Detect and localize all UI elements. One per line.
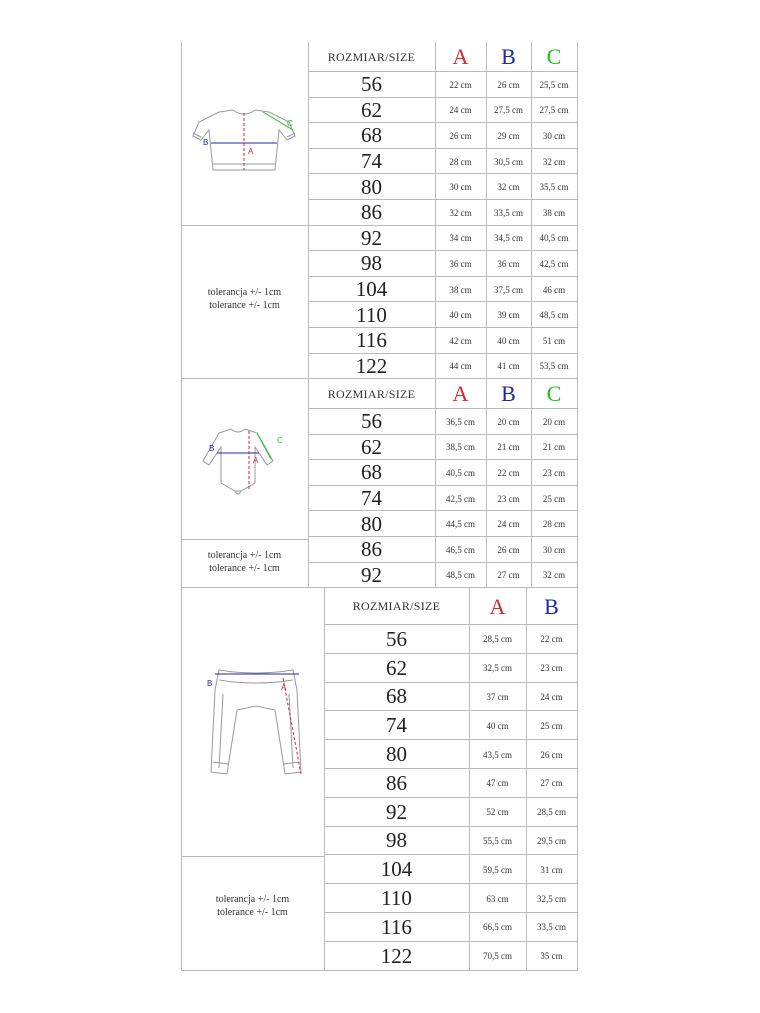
measurement-b: 21 cm (497, 442, 520, 453)
measurement-b: 36 cm (497, 258, 520, 269)
measurement-c: 28 cm (542, 519, 566, 530)
diagram-label-b: B (209, 444, 215, 453)
header-column-a: A (489, 593, 506, 619)
measurement-b: 32,5 cm (537, 893, 566, 904)
sweatshirt-size-table (181, 42, 578, 379)
size-value: 56 (386, 626, 407, 651)
measurement-b: 29,5 cm (537, 835, 566, 846)
measurement-c: 32 cm (542, 156, 566, 167)
measurement-a: 40,5 cm (446, 467, 475, 478)
table-border (577, 379, 578, 588)
measurement-c: 30 cm (542, 130, 566, 141)
header-size-label: ROZMIAR/SIZE (327, 386, 416, 401)
measurement-a: 63 cm (486, 893, 509, 904)
measurement-a: 37 cm (486, 691, 509, 702)
size-value: 122 (355, 353, 388, 378)
measurement-c: 46 cm (542, 284, 566, 295)
diagram-label-b: B (207, 679, 213, 688)
size-value: 68 (361, 460, 382, 485)
measurement-b: 31 cm (540, 864, 563, 875)
table-divider (181, 856, 324, 857)
header-column-c: C (546, 44, 562, 69)
measurement-b: 32 cm (497, 182, 520, 193)
measurement-c: 27,5 cm (539, 105, 569, 116)
measurement-b: 35 cm (540, 951, 563, 962)
table-border (181, 42, 182, 379)
measurement-a: 55,5 cm (483, 835, 512, 846)
header-column-c: C (546, 381, 562, 406)
measurement-b: 23 cm (497, 493, 520, 504)
measurement-a: 38 cm (449, 284, 472, 295)
measurement-a: 32 cm (449, 207, 472, 218)
table-divider (181, 225, 308, 226)
table-divider (181, 539, 308, 540)
size-value: 92 (386, 799, 407, 824)
measurement-b: 30,5 cm (494, 156, 523, 167)
measurement-b: 40 cm (497, 335, 520, 346)
tolerance-note (181, 549, 308, 575)
size-value: 86 (361, 537, 382, 562)
measurement-a: 47 cm (486, 778, 509, 789)
measurement-b: 26 cm (540, 749, 563, 760)
table-border (577, 588, 578, 971)
header-size-label: ROZMIAR/SIZE (327, 49, 416, 64)
size-value: 68 (361, 123, 382, 148)
measurement-b: 27 cm (540, 778, 563, 789)
measurement-c: 53,5 cm (539, 361, 569, 372)
size-value: 116 (381, 914, 412, 939)
measurement-a: 26 cm (449, 130, 472, 141)
measurement-a: 32,5 cm (483, 663, 512, 674)
header-column-a: A (452, 381, 469, 406)
tolerance-en: tolerance +/- 1cm (209, 300, 280, 311)
measurement-c: 32 cm (542, 570, 566, 581)
tolerance-note (181, 286, 308, 312)
bodysuit-diagram-icon (199, 421, 299, 501)
measurement-c: 23 cm (542, 467, 566, 478)
table-border (577, 42, 578, 379)
size-value: 56 (361, 409, 382, 434)
size-value: 74 (361, 486, 382, 511)
measurement-a: 44 cm (449, 361, 472, 372)
sweatshirt-diagram-icon (189, 100, 307, 180)
bodysuit-size-table (181, 379, 578, 588)
size-value: 68 (386, 684, 407, 709)
measurement-b: 20 cm (497, 416, 520, 427)
measurement-c: 25 cm (542, 493, 566, 504)
size-value: 104 (380, 857, 413, 882)
measurement-a: 59,5 cm (483, 864, 512, 875)
measurement-a: 44,5 cm (446, 519, 475, 530)
measurement-a: 40 cm (449, 310, 472, 321)
size-value: 74 (386, 713, 407, 738)
header-size-label: ROZMIAR/SIZE (352, 599, 441, 613)
diagram-label-a: A (253, 456, 259, 465)
measurement-b: 33,5 cm (494, 207, 523, 218)
diagram-label-a: A (248, 147, 254, 156)
size-value: 62 (386, 655, 407, 680)
tolerance-pl: tolerancja +/- 1cm (207, 287, 282, 298)
measurement-a: 42,5 cm (446, 493, 475, 504)
measurement-b: 37,5 cm (494, 284, 523, 295)
measurement-a: 30 cm (449, 182, 472, 193)
measurement-a: 40 cm (486, 720, 509, 731)
measurement-a: 22 cm (449, 79, 472, 90)
measurement-b: 22 cm (497, 467, 520, 478)
header-column-b: B (544, 593, 559, 619)
diagram-label-c: C (287, 119, 293, 128)
measurement-c: 51 cm (542, 335, 566, 346)
measurement-b: 25 cm (540, 720, 563, 731)
pants-diagram-icon (201, 650, 311, 790)
measurement-c: 48,5 cm (539, 310, 569, 321)
header-column-b: B (501, 381, 516, 406)
tolerance-en: tolerance +/- 1cm (209, 563, 280, 574)
tolerance-pl: tolerancja +/- 1cm (215, 894, 290, 905)
measurement-a: 66,5 cm (483, 922, 512, 933)
measurement-b: 23 cm (540, 663, 563, 674)
measurement-b: 29 cm (497, 130, 520, 141)
size-value: 92 (361, 225, 382, 250)
measurement-a: 52 cm (486, 807, 509, 818)
measurement-a: 48,5 cm (446, 570, 475, 581)
measurement-c: 40,5 cm (539, 233, 569, 244)
measurement-c: 35,5 cm (539, 182, 569, 193)
size-value: 92 (361, 562, 382, 587)
diagram-label-a: A (281, 683, 287, 692)
measurement-a: 36 cm (449, 258, 472, 269)
size-value: 62 (361, 434, 382, 459)
measurement-a: 28,5 cm (483, 634, 512, 645)
size-value: 86 (386, 770, 407, 795)
size-value: 104 (355, 277, 388, 302)
measurement-a: 24 cm (449, 105, 472, 116)
size-value: 98 (386, 828, 407, 853)
size-value: 80 (386, 742, 407, 767)
measurement-a: 28 cm (449, 156, 472, 167)
size-value: 80 (361, 174, 382, 199)
measurement-c: 42,5 cm (539, 258, 569, 269)
measurement-c: 21 cm (542, 442, 566, 453)
measurement-b: 24 cm (540, 691, 563, 702)
measurement-c: 20 cm (542, 416, 566, 427)
size-value: 116 (356, 328, 387, 353)
measurement-c: 38 cm (542, 207, 566, 218)
measurement-b: 34,5 cm (494, 233, 523, 244)
diagram-label-c: C (277, 436, 283, 445)
measurement-c: 25,5 cm (539, 79, 569, 90)
size-value: 110 (381, 886, 412, 911)
size-value: 98 (361, 251, 382, 276)
measurement-a: 38,5 cm (446, 442, 475, 453)
measurement-b: 26 cm (497, 544, 520, 555)
measurement-b: 22 cm (540, 634, 563, 645)
size-value: 74 (361, 149, 382, 174)
measurement-a: 36,5 cm (446, 416, 475, 427)
size-value: 80 (361, 511, 382, 536)
size-value: 56 (361, 72, 382, 97)
measurement-b: 28,5 cm (537, 807, 566, 818)
tolerance-en: tolerance +/- 1cm (217, 907, 288, 918)
tolerance-pl: tolerancja +/- 1cm (207, 550, 282, 561)
measurement-b: 24 cm (497, 519, 520, 530)
measurement-b: 41 cm (497, 361, 520, 372)
measurement-a: 42 cm (449, 335, 472, 346)
pants-size-table (181, 588, 578, 971)
measurement-b: 27 cm (497, 570, 520, 581)
measurement-a: 34 cm (449, 233, 472, 244)
measurement-c: 30 cm (542, 544, 566, 555)
size-value: 122 (380, 943, 413, 968)
measurement-a: 70,5 cm (483, 951, 512, 962)
measurement-b: 39 cm (497, 310, 520, 321)
tolerance-note (181, 893, 324, 919)
header-column-b: B (501, 44, 516, 69)
diagram-label-b: B (203, 138, 209, 147)
measurement-a: 46,5 cm (446, 544, 475, 555)
measurement-b: 26 cm (497, 79, 520, 90)
size-value: 62 (361, 97, 382, 122)
measurement-a: 43,5 cm (483, 749, 512, 760)
size-value: 86 (361, 200, 382, 225)
header-column-a: A (452, 44, 469, 69)
measurement-b: 27,5 cm (494, 105, 523, 116)
size-value: 110 (356, 302, 387, 327)
measurement-b: 33,5 cm (537, 922, 566, 933)
